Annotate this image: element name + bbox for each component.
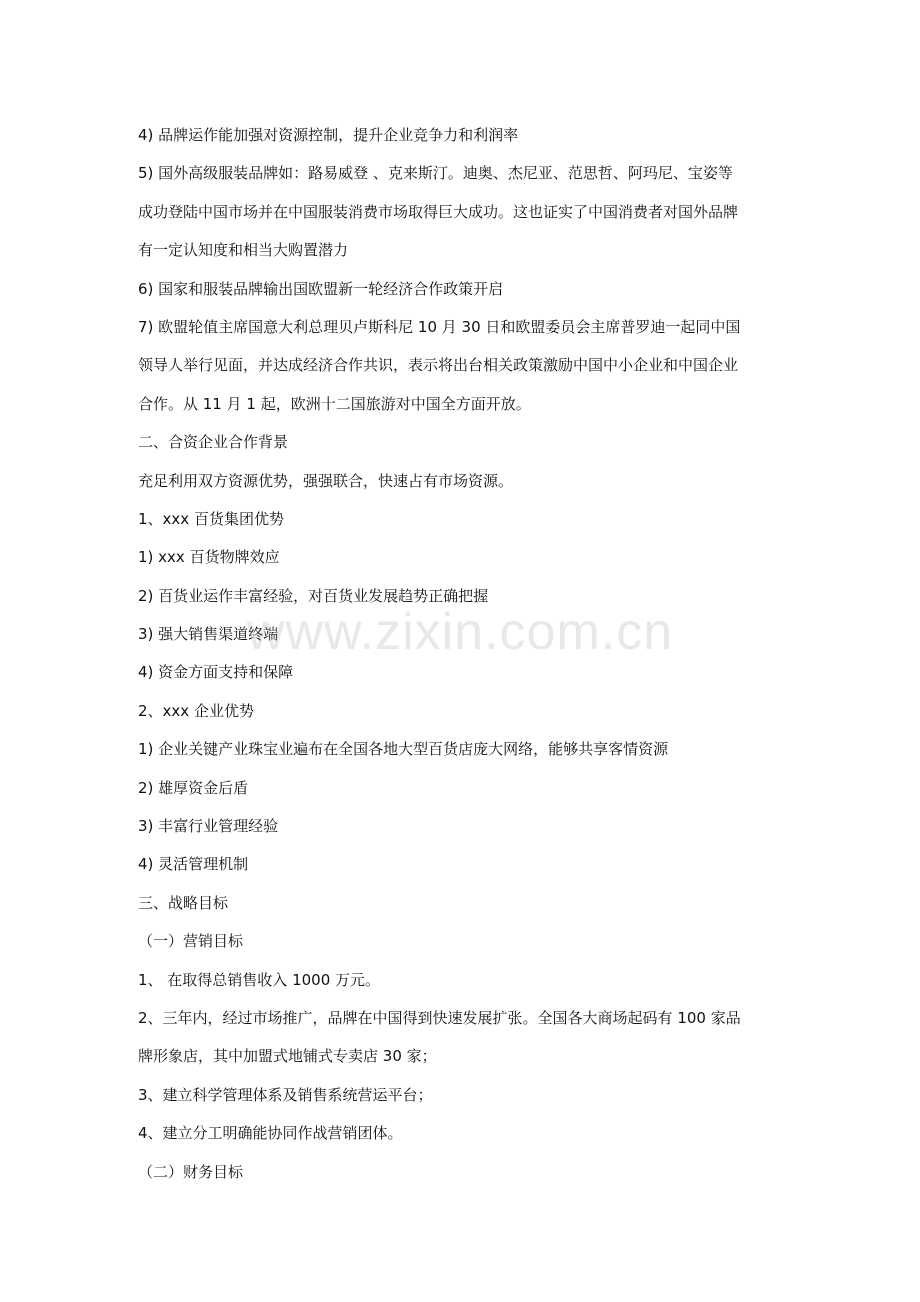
text-line: 3、建立科学管理体系及销售系统营运平台； (138, 1085, 433, 1104)
text-line: 领导人举行见面，并达成经济合作共识，表示将出台相关政策激励中国中小企业和中国企业 (138, 356, 739, 375)
text-line: （二）财务目标 (138, 1162, 244, 1181)
text-line: 牌形象店，其中加盟式地铺式专卖店 30 家； (138, 1047, 437, 1066)
text-line: 4) 灵活管理机制 (138, 855, 249, 874)
document-body (138, 116, 782, 1191)
text-line: 7) 欧盟轮值主席国意大利总理贝卢斯科尼 10 月 30 日和欧盟委员会主席普罗迪一起同中国 (138, 317, 741, 336)
text-line: 2) 雄厚资金后盾 (138, 778, 249, 797)
text-line: 3) 丰富行业管理经验 (138, 817, 279, 836)
text-line: 充足利用双方资源优势，强强联合，快速占有市场资源。 (138, 471, 514, 490)
text-line: 5) 国外高级服装品牌如：路易威登 、克来斯汀。迪奥、杰尼亚、范思哲、阿玛尼、宝姿等 (138, 164, 733, 183)
text-line: 4) 品牌运作能加强对资源控制，提升企业竞争力和利润率 (138, 126, 519, 144)
text-line: 1、 在取得总销售收入 1000 万元。 (138, 970, 381, 989)
text-line: 6) 国家和服装品牌输出国欧盟新一轮经济合作政策开启 (138, 279, 504, 298)
text-line: 1) xxx 百货物牌效应 (138, 548, 280, 567)
text-line: 2、xxx 企业优势 (138, 701, 254, 720)
text-line: 2、三年内，经过市场推广，品牌在中国得到快速发展扩张。全国各大商场起码有 100 家品 (138, 1008, 741, 1027)
text-line: 3) 强大销售渠道终端 (138, 625, 279, 644)
text-line: 有一定认知度和相当大购置潜力 (138, 241, 349, 260)
text-line: 合作。从 11 月 1 起，欧洲十二国旅游对中国全方面开放。 (138, 394, 531, 413)
text-line: 1) 企业关键产业珠宝业遍布在全国各地大型百货店庞大网络，能够共享客情资源 (138, 740, 669, 759)
watermark: www.zixin.com.cn (246, 603, 674, 661)
text-line: 4) 资金方面支持和保障 (138, 663, 294, 682)
text-line: 二、合资企业合作背景 (138, 433, 289, 452)
text-line: 2) 百货业运作丰富经验，对百货业发展趋势正确把握 (138, 586, 489, 605)
text-line: （一）营销目标 (138, 932, 244, 951)
text-line: 三、战略目标 (138, 893, 229, 912)
text-line: 4、建立分工明确能协同作战营销团体。 (138, 1124, 403, 1143)
text-line: 成功登陆中国市场并在中国服装消费市场取得巨大成功。这也证实了中国消费者对国外品牌 (138, 202, 739, 221)
text-line: 1、xxx 百货集团优势 (138, 509, 284, 528)
